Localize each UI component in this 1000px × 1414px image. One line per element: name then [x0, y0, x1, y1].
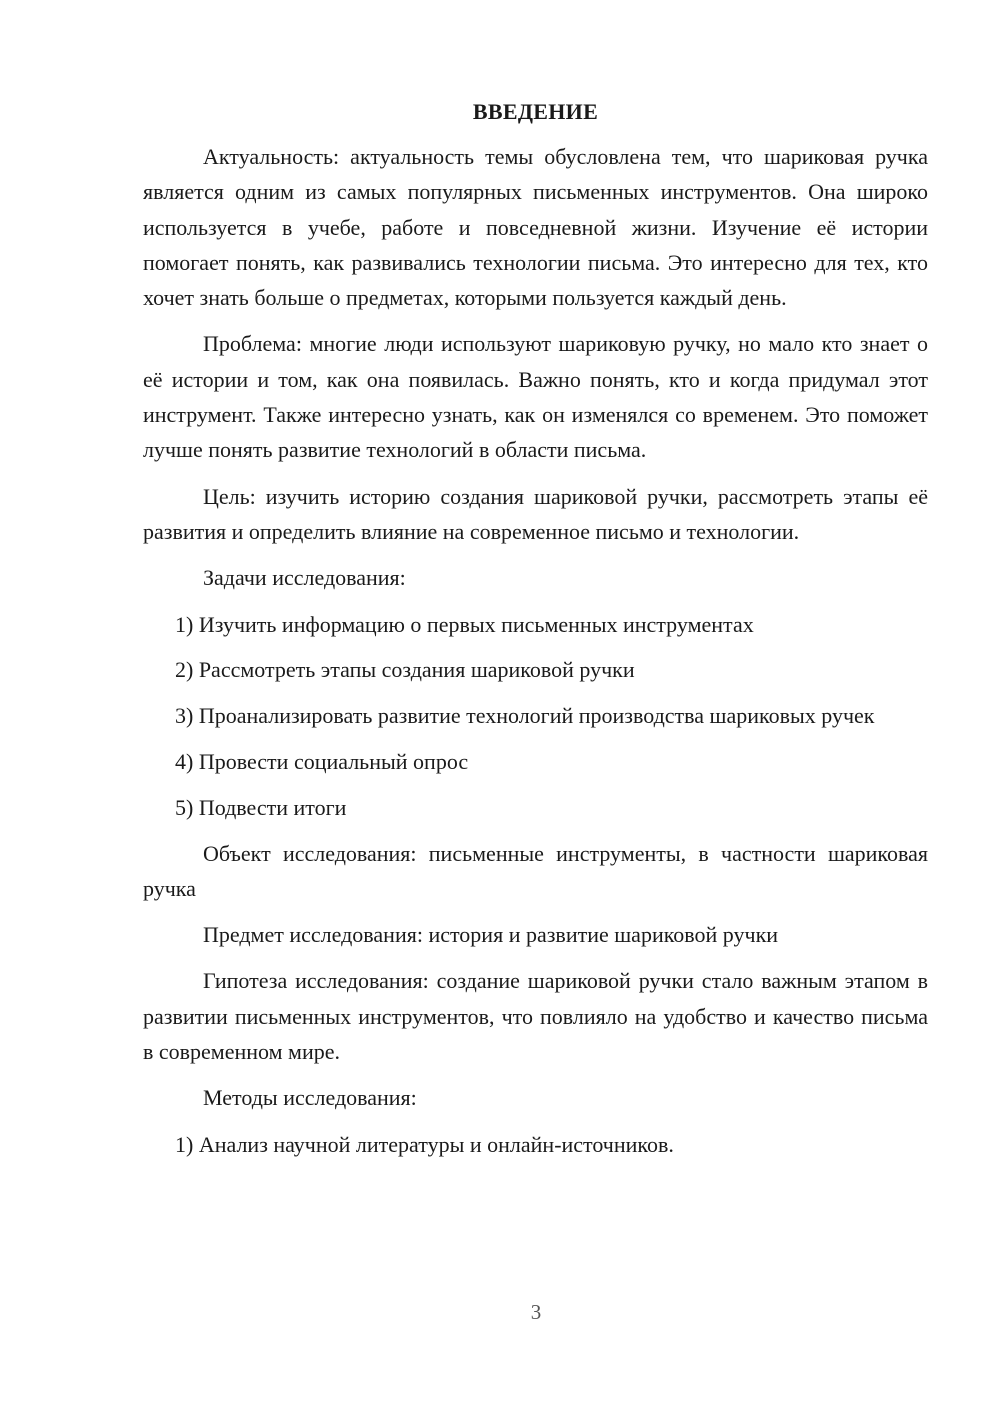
- task-item-3: 3) Проанализировать развитие технологий производства шариковых ручек: [175, 703, 875, 729]
- document-page: [143, 94, 928, 1172]
- object-paragraph: Объект исследования: письменные инструменты, в частности шариковая ручка: [143, 840, 928, 901]
- task-item-1: 1) Изучить информацию о первых письменных инструментах: [175, 611, 754, 637]
- task-item-2: 2) Рассмотреть этапы создания шариковой ручки: [175, 657, 635, 683]
- problem-paragraph: Проблема: многие люди используют шариковую ручку, но мало кто знает о её истории и том, как она появилась. Важно понять, кто и когда придумал этот инструмент. Также интересно узнать, как он изменялся со временем. Это поможет лучше понять развитие технологий в области письма.: [143, 331, 928, 463]
- method-item-1: 1) Анализ научной литературы и онлайн-источников.: [175, 1131, 674, 1157]
- section-title: ВВЕДЕНИЕ: [472, 99, 599, 124]
- task-item-5: 5) Подвести итоги: [175, 794, 347, 820]
- goal-paragraph: Цель: изучить историю создания шариковой ручки, рассмотреть этапы её развития и определить влияние на современное письмо и технологии.: [143, 483, 928, 544]
- hypothesis-paragraph: Гипотеза исследования: создание шариковой ручки стало важным этапом в развитии письменных инструментов, что повлияло на удобство и качество письма в современном мире.: [143, 968, 928, 1065]
- task-item-4: 4) Провести социальный опрос: [175, 748, 469, 774]
- methods-heading: Методы исследования:: [203, 1085, 417, 1111]
- relevance-paragraph: Актуальность: актуальность темы обусловлена тем, что шариковая ручка является одним из самых популярных письменных инструментов. Она широко используется в учебе, работе и повседневной жизни. Изучение её истории помогает понять, как развивались технологии письма. Это интересно для тех, кто хочет знать больше о предметах, которыми пользуется каждый день.: [143, 144, 928, 311]
- subject-paragraph: Предмет исследования: история и развитие шариковой ручки: [203, 922, 779, 948]
- tasks-heading: Задачи исследования:: [203, 565, 406, 591]
- page-number: 3: [530, 1300, 542, 1324]
